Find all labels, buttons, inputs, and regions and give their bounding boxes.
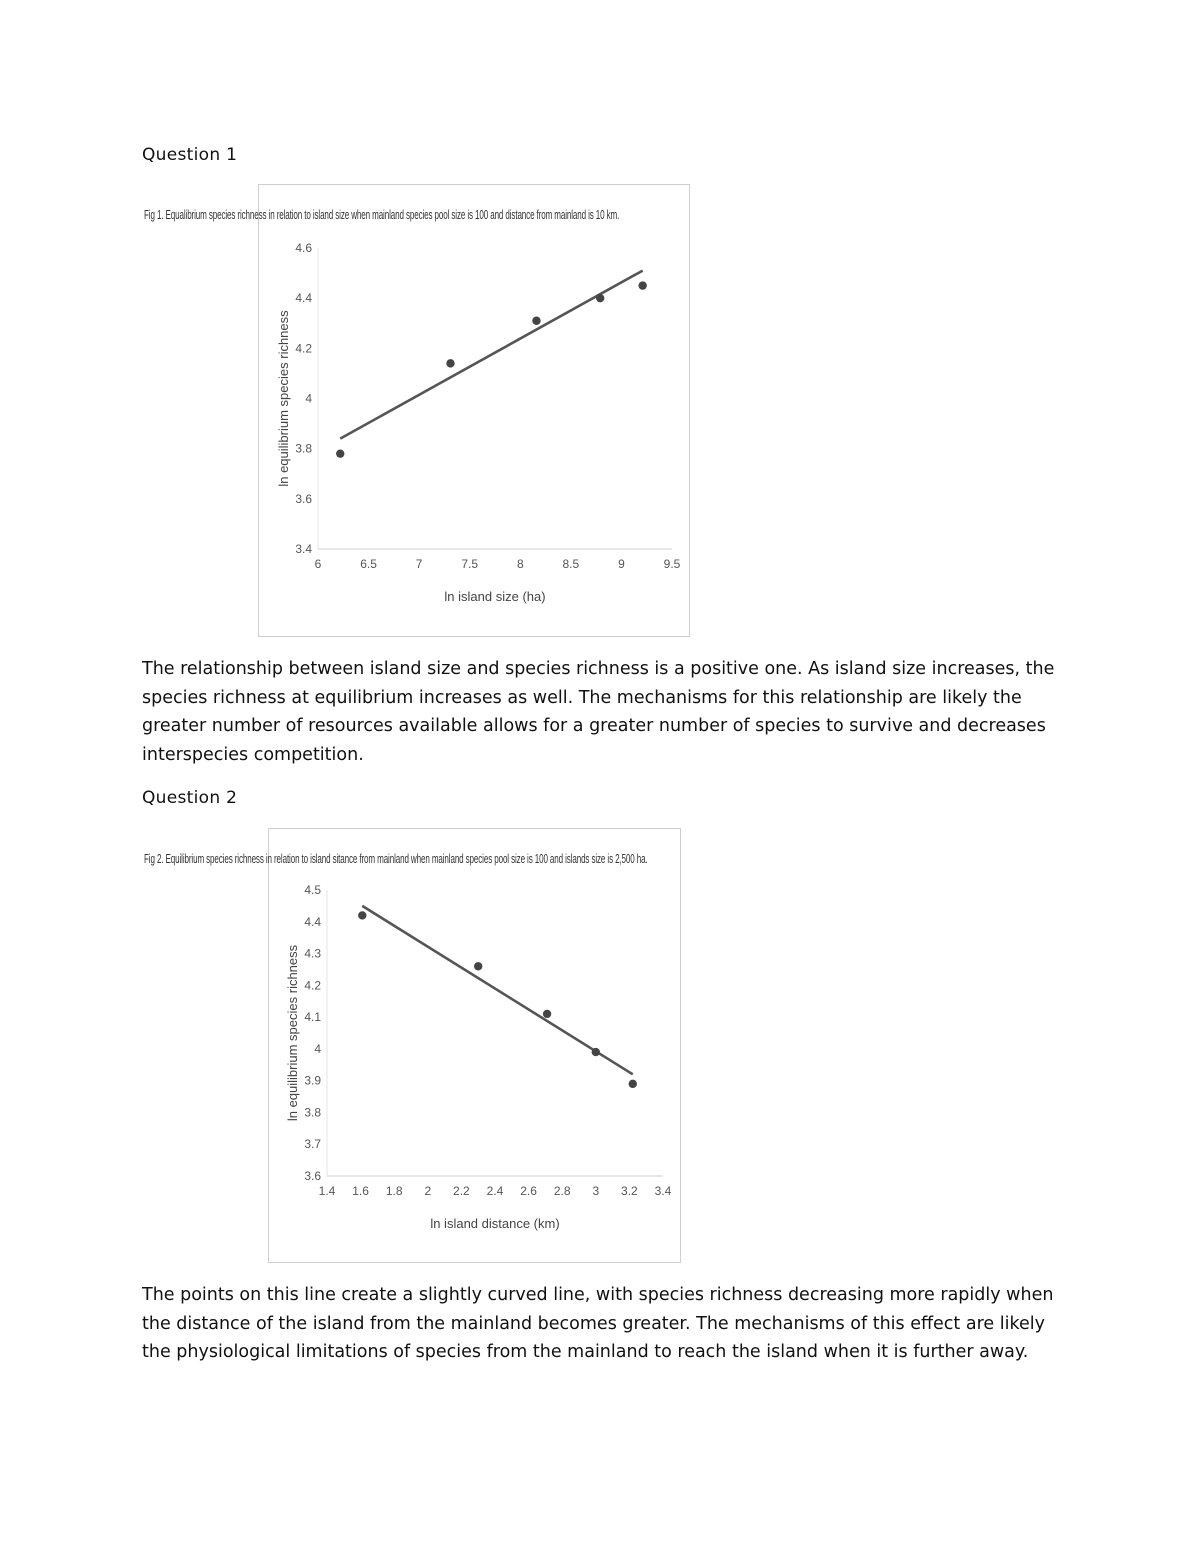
- fig1-y-tick-label: 3.6: [295, 491, 312, 506]
- fig2-data-point: [592, 1048, 600, 1056]
- fig1-y-tick-label: 3.8: [295, 441, 312, 456]
- fig1-y-tick-label: 4: [305, 391, 312, 406]
- fig1-x-tick-label: 8: [516, 557, 524, 571]
- fig2-y-tick-label: 4.5: [304, 883, 321, 897]
- fig1-x-tick-label: 9.5: [663, 557, 681, 571]
- fig1-x-tick-label: 7: [415, 557, 423, 571]
- fig2-data-point: [543, 1010, 551, 1018]
- q1-heading: Question 1: [142, 145, 238, 165]
- fig1-x-tick-label: 7.5: [461, 557, 479, 571]
- fig1-data-point: [446, 359, 454, 367]
- fig2-x-tick-label: 2.4: [486, 1184, 504, 1198]
- fig2-y-tick-label: 3.9: [304, 1073, 321, 1088]
- fig1-x-tick-label: 6.5: [360, 557, 377, 571]
- fig2-y-tick-label: 4.3: [304, 946, 321, 961]
- fig1-x-tick-label: 6: [314, 557, 322, 571]
- fig1-caption: Fig 1. Equalibrium species richness in relation to island size when mainland species pool size is 100 and distance from mainland is 10 km.: [144, 207, 620, 222]
- q2-answer-paragraph: The points on this line create a slightly curved line, with species richness decreasing more rapidly when the distance of the island from the mainland becomes greater. The mechanisms of this effect are likely the physiological limitations of species from the mainland to reach the island when it is further away.: [142, 1285, 1054, 1363]
- fig1-data-point: [638, 281, 646, 289]
- fig2-y-tick-label: 4.2: [304, 978, 321, 993]
- fig1-y-tick-label: 4.2: [295, 341, 312, 356]
- fig1-x-tick-label: 9: [618, 557, 625, 571]
- fig2-x-tick-label: 2.8: [553, 1184, 571, 1198]
- fig2-trendline: [362, 906, 632, 1074]
- fig2-y-tick-label: 3.6: [304, 1169, 321, 1183]
- fig1-y-axis-title: ln equilibrium species richness: [276, 310, 291, 487]
- q2-heading: Question 2: [142, 788, 238, 808]
- fig2-data-point: [358, 911, 366, 919]
- fig2-x-tick-label: 3.2: [621, 1184, 638, 1198]
- fig2-data-point: [629, 1080, 637, 1088]
- fig1-data-point: [532, 317, 540, 325]
- fig2-y-tick-label: 3.8: [304, 1105, 321, 1120]
- fig2-y-axis-title: ln equilibrium species richness: [285, 944, 300, 1122]
- fig1-data-point: [596, 294, 604, 302]
- q1-answer-paragraph: The relationship between island size and species richness is a positive one. As island size increases, the species richness at equilibrium increases as well. The mechanisms for this relationship are likely the greater number of resources available allows for a greater number of species to survive and decreases interspecies competition.: [142, 659, 1055, 766]
- fig2-x-tick-label: 2.2: [453, 1184, 470, 1198]
- fig2-x-axis-title: ln island distance (km): [430, 1216, 560, 1231]
- fig2-x-tick-label: 2: [424, 1184, 432, 1198]
- fig2-y-tick-label: 4.1: [304, 1010, 321, 1025]
- fig2-y-tick-label: 3.7: [304, 1137, 321, 1152]
- fig2-x-tick-label: 1.4: [318, 1184, 336, 1198]
- fig2-data-point: [474, 962, 482, 970]
- fig1-y-tick-label: 4.6: [295, 241, 312, 255]
- fig1-y-tick-label: 3.4: [295, 542, 312, 556]
- fig1-data-point: [336, 449, 344, 457]
- fig2-x-tick-label: 1.6: [352, 1184, 369, 1198]
- fig2-x-tick-label: 3.4: [654, 1184, 672, 1198]
- fig1-y-tick-label: 4.4: [295, 291, 312, 306]
- fig2-x-tick-label: 1.8: [385, 1184, 403, 1198]
- fig2-x-tick-label: 3: [592, 1184, 600, 1198]
- fig1-x-axis-title: ln island size (ha): [444, 589, 546, 604]
- fig2-caption: Fig 2. Equilibrium species richness in relation to island sitance from mainland when mainland species pool size is 100 and islands size is 2,500 ha.: [144, 851, 648, 866]
- fig2-y-tick-label: 4: [314, 1041, 321, 1056]
- fig2-y-tick-label: 4.4: [304, 914, 321, 929]
- fig1-x-tick-label: 8.5: [562, 557, 580, 571]
- fig2-x-tick-label: 2.6: [520, 1184, 537, 1198]
